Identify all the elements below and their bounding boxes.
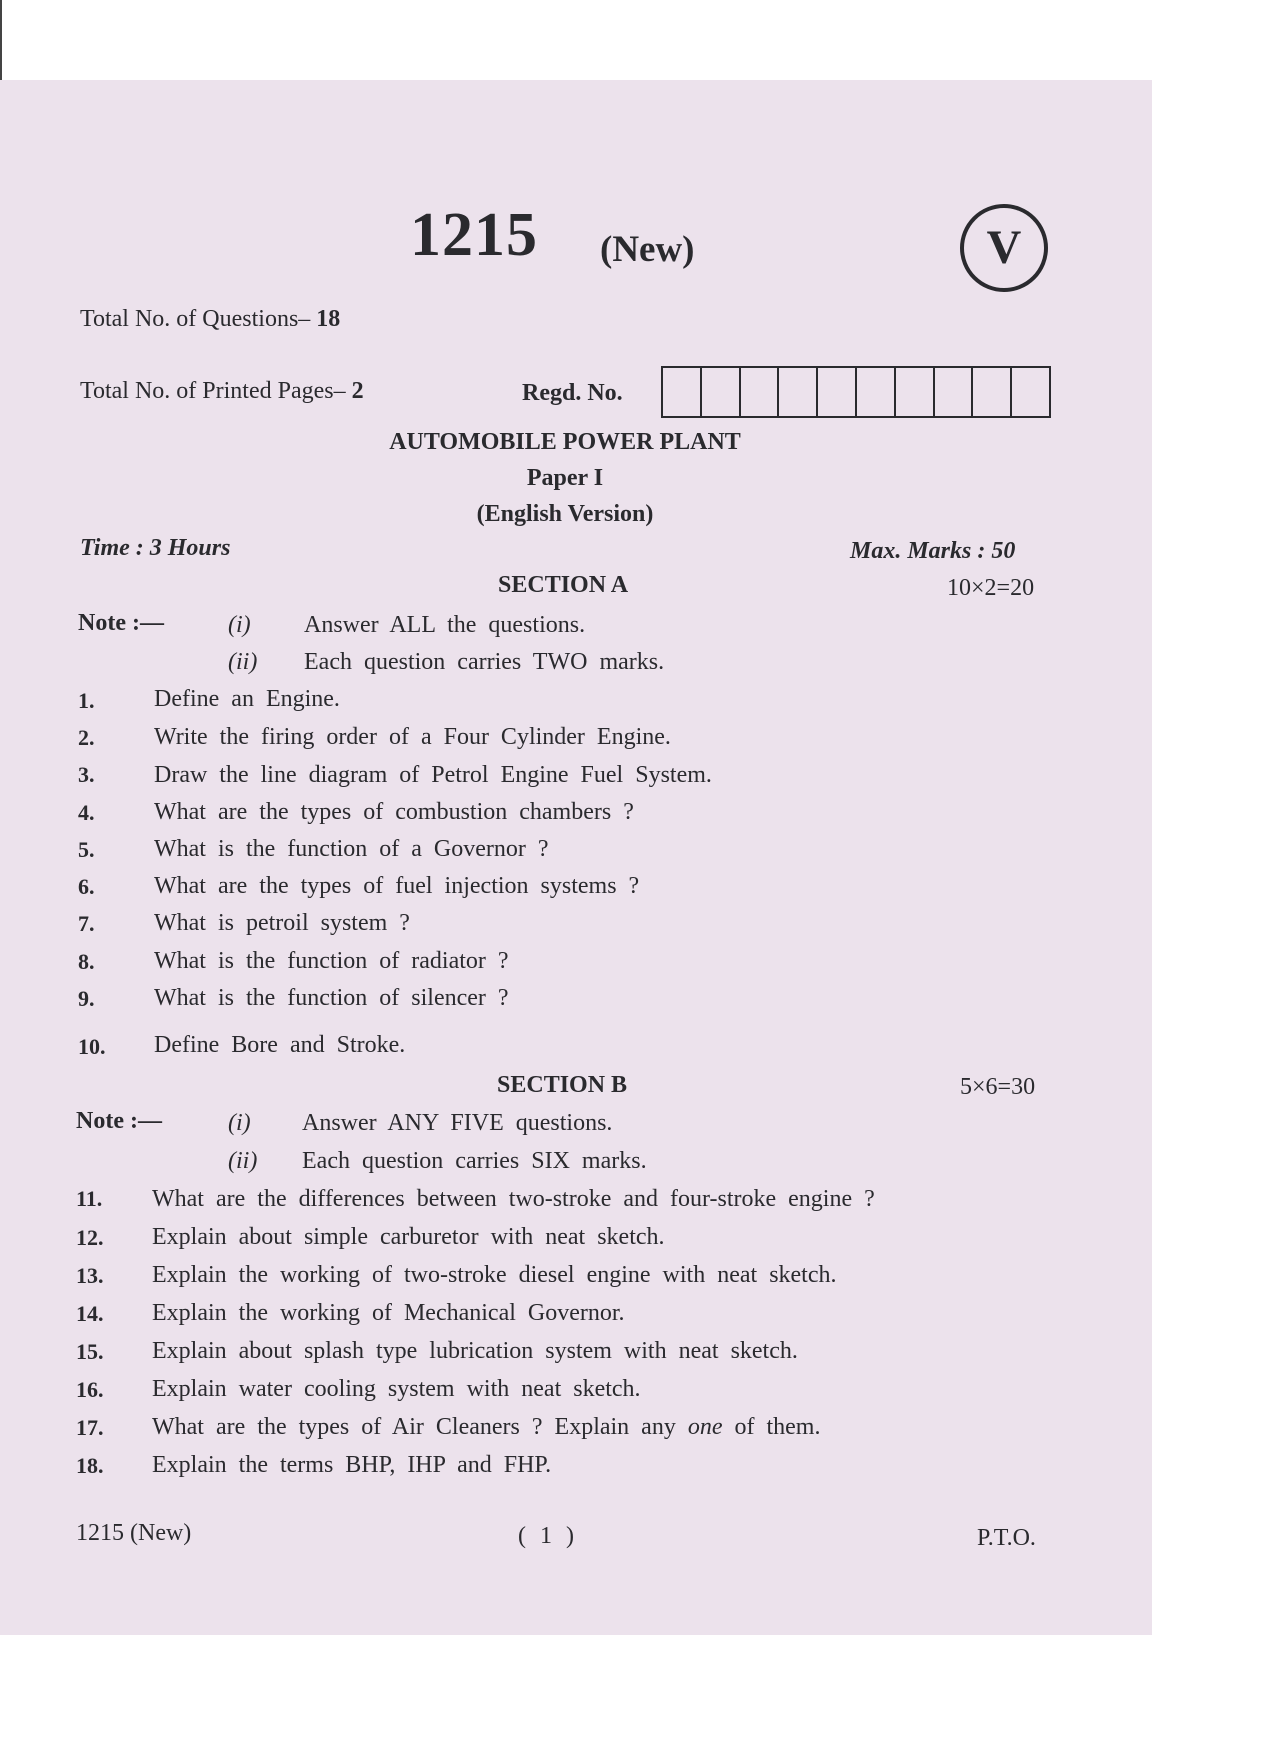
question-number: 17.	[76, 1415, 104, 1440]
footer-paper-code: 1215 (New)	[76, 1520, 192, 1546]
section-a-note-label: Note :—	[78, 610, 164, 636]
question-text: What is the function of a Governor ?	[154, 836, 549, 862]
regd-digit-box[interactable]	[857, 368, 896, 416]
question-text: What are the types of combustion chambers ?	[154, 799, 634, 825]
paper-code: 1215	[410, 201, 538, 269]
regd-digit-box[interactable]	[973, 368, 1012, 416]
note-text: Answer ALL the questions.	[304, 612, 586, 638]
question-number: 5.	[78, 837, 95, 862]
question-text: What are the differences between two-stroke and four-stroke engine ?	[152, 1186, 875, 1212]
question-number: 8.	[78, 949, 95, 974]
version-circle-badge: V	[960, 204, 1048, 292]
section-a-marks: 10×2=20	[947, 575, 1035, 601]
question-number: 10.	[78, 1034, 106, 1059]
question-text: Explain the terms BHP, IHP and FHP.	[152, 1452, 552, 1478]
question-text: Explain water cooling system with neat sketch.	[152, 1376, 641, 1402]
total-questions-label: Total No. of Questions–	[80, 306, 311, 332]
question-text	[152, 1414, 820, 1441]
question-text: What are the types of fuel injection systems ?	[154, 873, 640, 899]
note-text: Answer ANY FIVE questions.	[302, 1110, 613, 1136]
regd-digit-box[interactable]	[663, 368, 702, 416]
paper-code-suffix: (New)	[600, 229, 695, 270]
regd-number-boxes[interactable]	[661, 366, 1051, 418]
paper-number: Paper I	[526, 465, 604, 491]
question-number: 7.	[78, 911, 95, 936]
regd-digit-box[interactable]	[896, 368, 935, 416]
section-b-marks: 5×6=30	[960, 1074, 1036, 1100]
question-text: What is petroil system ?	[154, 910, 410, 936]
regd-label: Regd. No.	[522, 380, 623, 406]
question-text: Explain about splash type lubrication system with neat sketch.	[152, 1338, 798, 1364]
question-number: 12.	[76, 1225, 104, 1250]
section-b-title: SECTION B	[497, 1072, 628, 1098]
question-number: 2.	[78, 725, 95, 750]
question-text-part: What are the types of Air Cleaners ? Explain any	[152, 1414, 676, 1440]
question-number: 1.	[78, 688, 95, 713]
total-questions-value: 18	[316, 306, 341, 332]
note-number: (i)	[228, 612, 251, 638]
pto-label: P.T.O.	[977, 1525, 1036, 1551]
question-text: Draw the line diagram of Petrol Engine Fuel System.	[154, 762, 712, 788]
note-number: (ii)	[228, 649, 258, 675]
question-text: Write the firing order of a Four Cylinder Engine.	[154, 724, 671, 750]
total-questions	[80, 306, 340, 333]
regd-digit-box[interactable]	[779, 368, 818, 416]
question-text: Define an Engine.	[154, 686, 340, 712]
question-text: What is the function of radiator ?	[154, 948, 509, 974]
paper-language: (English Version)	[476, 501, 654, 527]
question-number: 6.	[78, 874, 95, 899]
scan-edge	[0, 0, 2, 80]
question-number: 14.	[76, 1301, 104, 1326]
regd-digit-box[interactable]	[702, 368, 741, 416]
question-text: What is the function of silencer ?	[154, 985, 509, 1011]
note-text: Each question carries TWO marks.	[304, 649, 665, 675]
total-pages-label: Total No. of Printed Pages–	[80, 378, 346, 404]
time-allowed: Time : 3 Hours	[80, 535, 231, 561]
question-text: Define Bore and Stroke.	[154, 1032, 406, 1058]
question-text: Explain the working of Mechanical Governor.	[152, 1300, 625, 1326]
question-text: Explain about simple carburetor with neat sketch.	[152, 1224, 665, 1250]
note-number: (ii)	[228, 1148, 258, 1174]
regd-digit-box[interactable]	[935, 368, 974, 416]
subject-title: AUTOMOBILE POWER PLANT	[389, 429, 741, 455]
regd-digit-box[interactable]	[1012, 368, 1049, 416]
question-text-part: of them.	[734, 1414, 821, 1440]
question-number: 18.	[76, 1453, 104, 1478]
question-number: 9.	[78, 986, 95, 1011]
note-text: Each question carries SIX marks.	[302, 1148, 647, 1174]
total-pages	[80, 378, 364, 405]
regd-digit-box[interactable]	[818, 368, 857, 416]
page-number: ( 1 )	[518, 1523, 574, 1549]
question-number: 15.	[76, 1339, 104, 1364]
question-number: 16.	[76, 1377, 104, 1402]
note-number: (i)	[228, 1110, 251, 1136]
section-b-note-label: Note :—	[76, 1108, 162, 1134]
section-a-title: SECTION A	[498, 572, 629, 598]
question-text: Explain the working of two-stroke diesel engine with neat sketch.	[152, 1262, 837, 1288]
total-pages-value: 2	[351, 378, 364, 404]
question-number: 13.	[76, 1263, 104, 1288]
question-number: 3.	[78, 762, 95, 787]
regd-digit-box[interactable]	[741, 368, 780, 416]
max-marks: Max. Marks : 50	[850, 538, 1016, 564]
question-text-emphasis: one	[687, 1414, 723, 1440]
question-number: 4.	[78, 800, 95, 825]
question-number: 11.	[76, 1186, 103, 1211]
